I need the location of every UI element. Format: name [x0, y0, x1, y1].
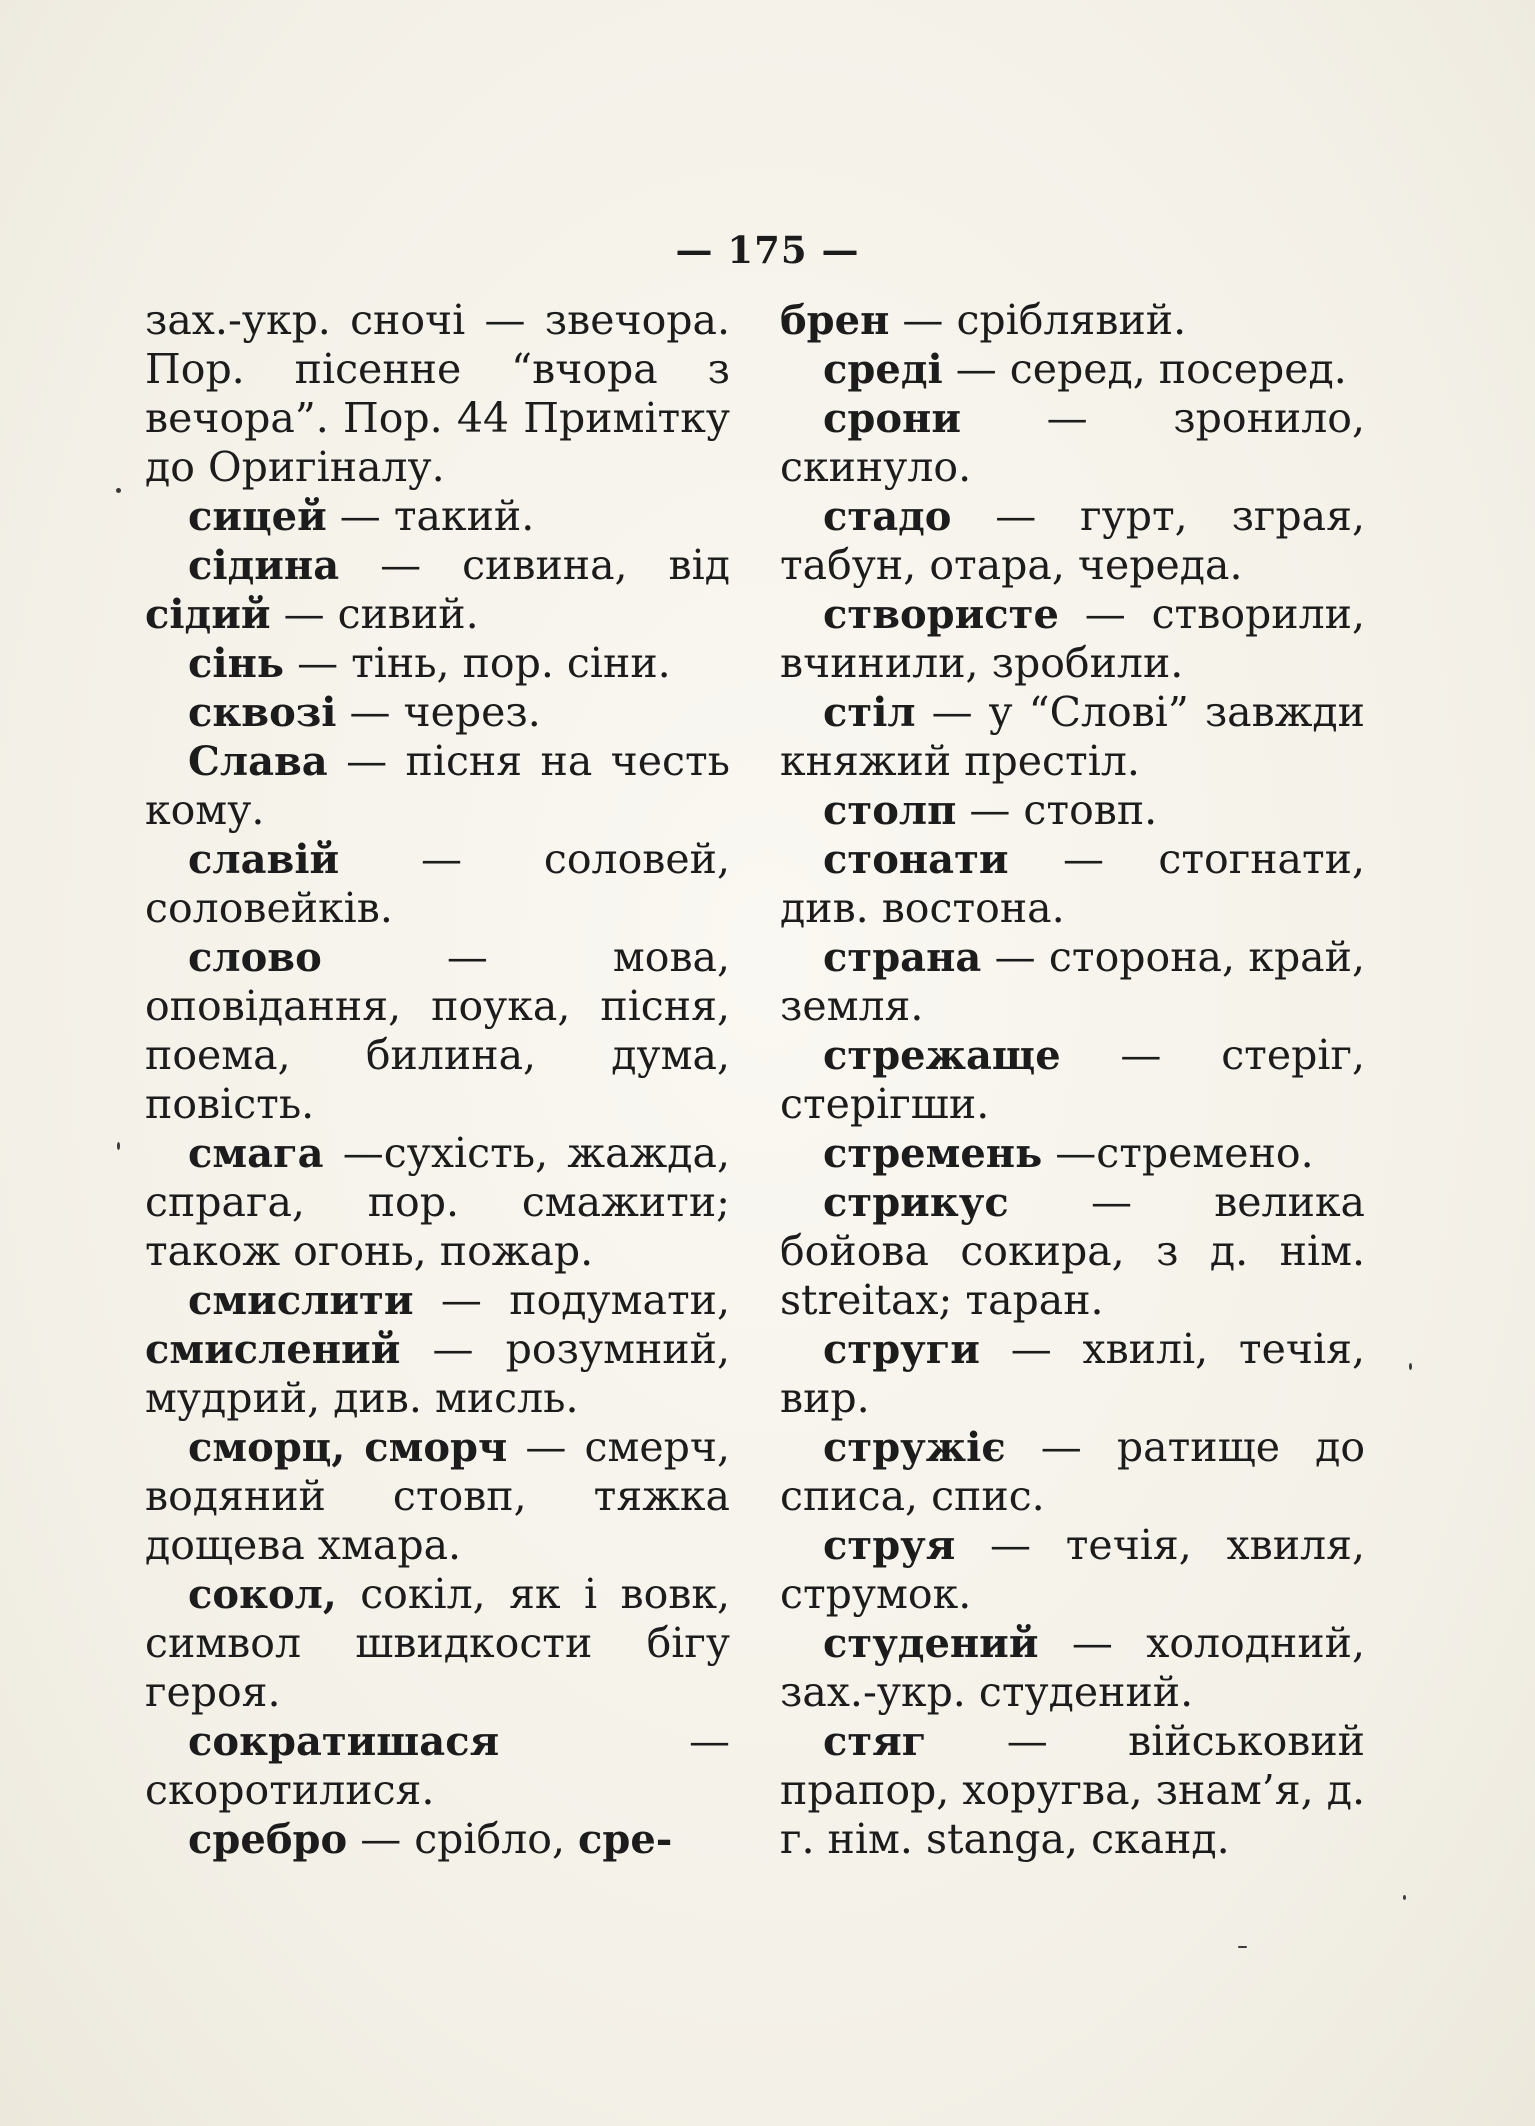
paper-speck	[116, 488, 121, 493]
dictionary-entry	[145, 737, 730, 835]
entry-headword: стрежаще	[823, 1032, 1061, 1079]
dictionary-entry	[780, 688, 1365, 786]
entry-definition: — течія, хвиля, струмок.	[780, 1521, 1365, 1618]
entry-definition: — пісня на честь кому.	[145, 737, 730, 834]
entry-headword: стонати	[823, 836, 1009, 883]
dictionary-entry	[145, 296, 730, 492]
entry-definition: — створили, вчинили, зробили.	[780, 590, 1365, 687]
dictionary-entry	[145, 1276, 730, 1423]
dictionary-entry	[145, 688, 730, 737]
entry-definition: — смерч, водяний стовп, тяжка дощева хмара.	[145, 1423, 730, 1569]
entry-definition-secondary: — розумний, мудрий, див. мисль.	[145, 1325, 730, 1422]
entry-headword: Слава	[188, 738, 328, 785]
entry-definition: — хвилі, течія, вир.	[780, 1325, 1365, 1422]
entry-headword: смислити	[188, 1277, 414, 1324]
entry-definition: — стеріг, стерігши.	[780, 1031, 1365, 1128]
entry-headword-secondary: смислений	[145, 1326, 401, 1373]
entry-definition: сокіл, як і вовк, символ швидкости бігу героя.	[145, 1570, 730, 1716]
entry-headword: страна	[823, 934, 982, 981]
entry-definition: — ратище до списа, спис.	[780, 1423, 1365, 1520]
entry-definition: — стовп.	[956, 786, 1158, 834]
entry-headword: стяг	[823, 1718, 927, 1765]
entry-headword: сребро	[188, 1816, 348, 1863]
entry-headword: стружіє	[823, 1424, 1006, 1471]
entry-headword: слово	[188, 934, 322, 981]
dictionary-entry	[145, 639, 730, 688]
entry-headword: стрикус	[823, 1179, 1009, 1226]
dictionary-entry	[780, 345, 1365, 394]
left-column	[145, 296, 730, 1864]
entry-definition: — мова, оповідання, поука, пісня, поема, билина, дума, повість.	[145, 933, 730, 1128]
dictionary-entry	[145, 1570, 730, 1717]
page-number: — 175 —	[675, 228, 860, 272]
entry-definition-secondary: — сивий.	[270, 590, 479, 638]
entry-headword: сідина	[188, 542, 340, 589]
dictionary-entry	[780, 835, 1365, 933]
dictionary-entry	[780, 1031, 1365, 1129]
entry-definition: — гурт, зграя, табун, отара, череда.	[780, 492, 1365, 589]
entry-headword-secondary: сідий	[145, 591, 271, 638]
entry-definition: — срібло,	[347, 1815, 579, 1863]
dictionary-entry	[780, 786, 1365, 835]
dictionary-entry	[145, 835, 730, 933]
entry-definition: —сухість, жажда, спрага, пор. смажити; також огонь, пожар.	[145, 1129, 730, 1275]
entry-definition: — серед, посеред.	[942, 345, 1347, 393]
dictionary-entry	[780, 1521, 1365, 1619]
dictionary-entry	[145, 1129, 730, 1276]
paper-speck	[1238, 1946, 1247, 1948]
entry-definition: — соловей, соловейків.	[145, 835, 730, 932]
dictionary-entry	[780, 1717, 1365, 1864]
entry-definition: зах.-укр. сночі — звечора. Пор. пісенне “вчора з вечора”. Пор. 44 Примітку до Оригіналу.	[145, 296, 730, 491]
dictionary-entry	[780, 1129, 1365, 1178]
entry-headword: сицей	[188, 493, 327, 540]
dictionary-entry	[780, 492, 1365, 590]
entry-headword: струя	[823, 1522, 956, 1569]
entry-definition: — стогнати, див. востона.	[780, 835, 1365, 932]
entry-definition: — у “Слові” завжди княжий престіл.	[780, 688, 1365, 785]
right-column	[780, 296, 1365, 1864]
entry-headword: струги	[823, 1326, 980, 1373]
dictionary-entry	[145, 541, 730, 639]
paper-speck	[117, 1142, 120, 1150]
entry-headword: славій	[188, 836, 340, 883]
entry-headword: стадо	[823, 493, 952, 540]
dictionary-entry	[780, 1619, 1365, 1717]
entry-definition: — зронило, скинуло.	[780, 394, 1365, 491]
entry-definition: — такий.	[326, 492, 535, 540]
entry-definition: — сріблявий.	[889, 296, 1187, 344]
entry-headword: срони	[823, 395, 961, 442]
dictionary-entry	[780, 394, 1365, 492]
entry-headword: среді	[823, 346, 943, 393]
entry-definition: — через.	[336, 688, 541, 736]
entry-definition: — сторона, край, земля.	[780, 933, 1365, 1030]
entry-definition: — велика бойова сокира, з д. нім. streitax; таран.	[780, 1178, 1365, 1324]
entry-definition: — холодний, зах.-укр. студений.	[780, 1619, 1365, 1716]
paper-speck	[1403, 1895, 1406, 1900]
dictionary-entry	[145, 1717, 730, 1815]
entry-headword: сморц, сморч	[188, 1424, 508, 1471]
entry-definition: — скоротилися.	[145, 1717, 730, 1814]
dictionary-entry	[145, 492, 730, 541]
entry-definition: — подумати,	[413, 1276, 730, 1324]
entry-headword: сократишася	[188, 1718, 500, 1765]
entry-headword: стіл	[823, 689, 916, 736]
entry-headword: створисте	[823, 591, 1059, 638]
entry-headword-secondary: сре-	[578, 1816, 673, 1863]
entry-headword: стремень	[823, 1130, 1043, 1177]
dictionary-entry	[780, 296, 1365, 345]
entry-headword: сквозі	[188, 689, 337, 736]
entry-headword: столп	[823, 787, 957, 834]
dictionary-entry	[780, 1178, 1365, 1325]
entry-definition: — військовий прапор, хоругва, знам’я, д. г. нім. stanga, сканд.	[780, 1717, 1365, 1863]
entry-definition: — сивина, від	[339, 541, 730, 589]
entry-headword: смага	[188, 1130, 324, 1177]
dictionary-entry	[780, 933, 1365, 1031]
entry-headword: сінь	[188, 640, 285, 687]
entry-headword: сокол,	[188, 1571, 337, 1618]
dictionary-entry	[145, 1423, 730, 1570]
entry-headword: студений	[823, 1620, 1039, 1667]
dictionary-entry	[780, 590, 1365, 688]
paper-speck	[1409, 1363, 1412, 1370]
entry-headword: брен	[780, 297, 890, 344]
dictionary-entry	[780, 1423, 1365, 1521]
dictionary-entry	[780, 1325, 1365, 1423]
entry-definition: — тінь, пор. сіни.	[284, 639, 671, 687]
dictionary-entry	[145, 933, 730, 1129]
entry-definition: —стремено.	[1042, 1129, 1314, 1177]
dictionary-entry	[145, 1815, 730, 1864]
